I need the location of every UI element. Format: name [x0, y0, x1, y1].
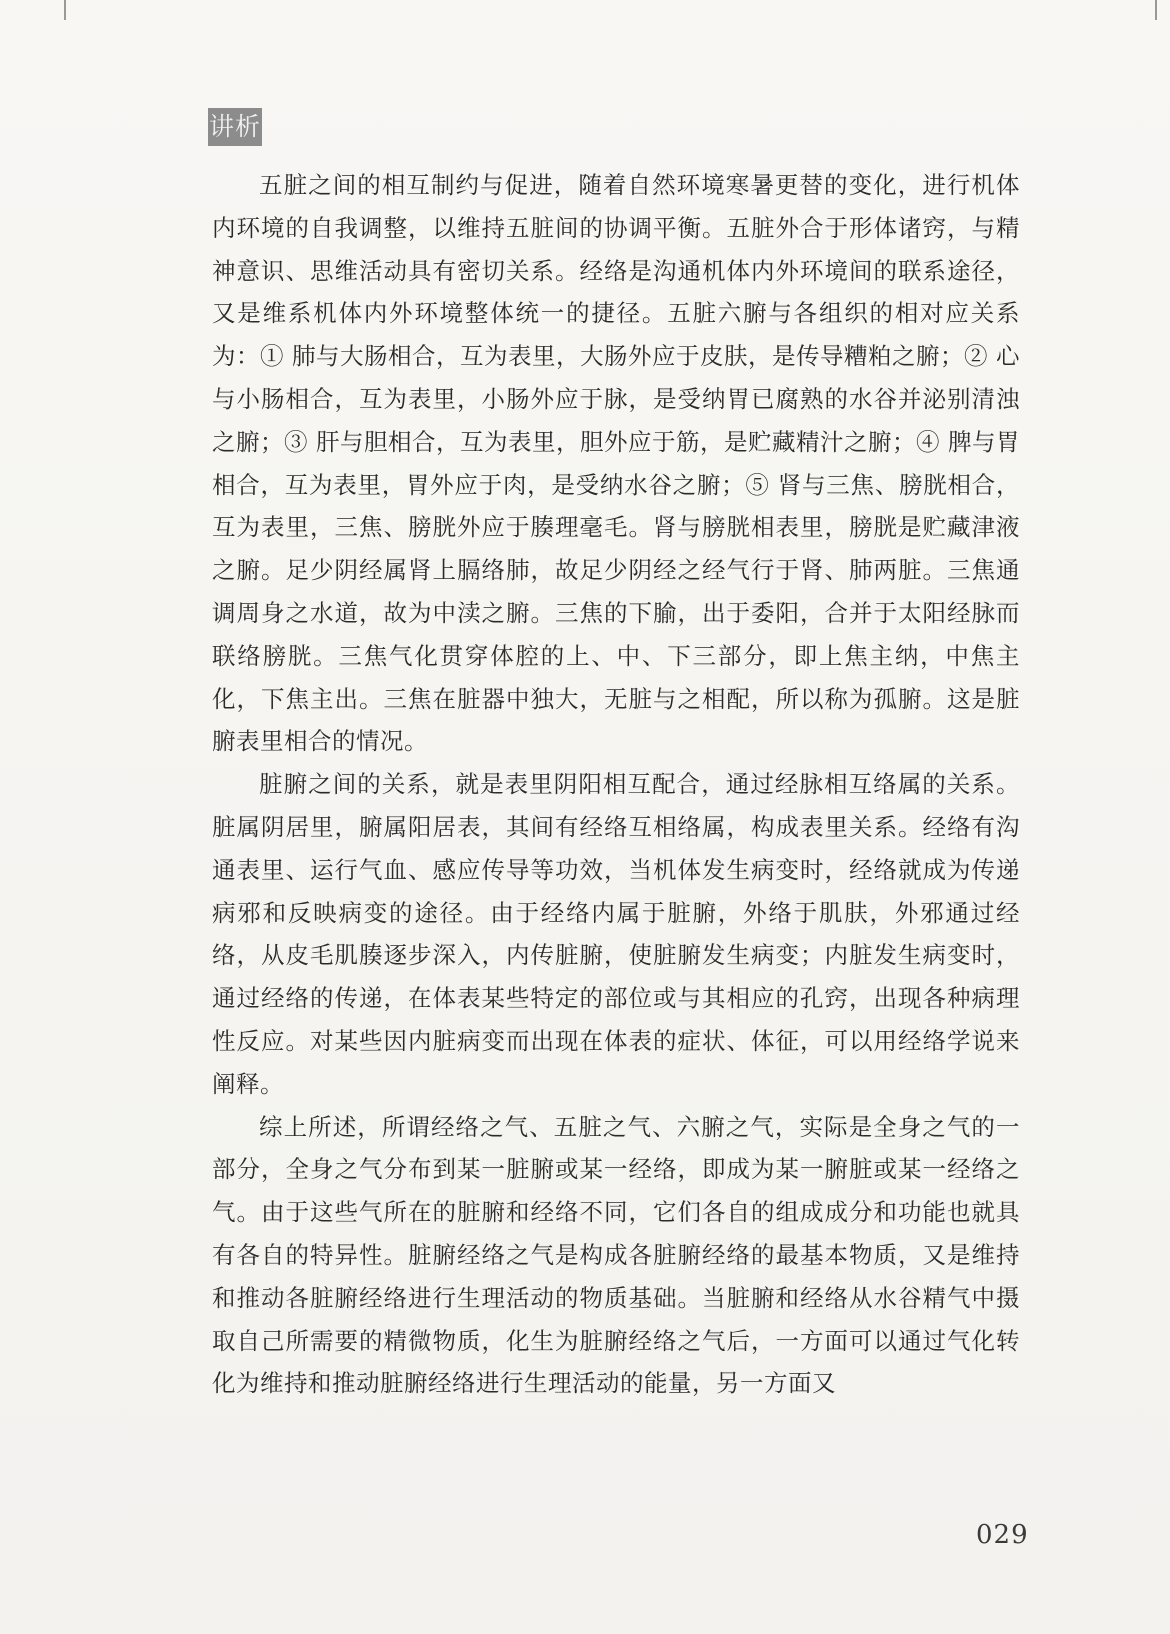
page-number: 029: [976, 1520, 1029, 1550]
paragraph-2: 脏腑之间的关系，就是表里阴阳相互配合，通过经脉相互络属的关系。脏属阴居里，腑属阳居表，其间有经络互相络属，构成表里关系。经络有沟通表里、运行气血、感应传导等功效，当机体发生病变时，经络就成为传递病邪和反映病变的途径。由于经络内属于脏腑，外络于肌肤，外邪通过经络，从皮毛肌腠逐步深入，内传脏腑，使脏腑发生病变；内脏发生病变时，通过经络的传递，在体表某些特定的部位或与其相应的孔窍，出现各种病理性反应。对某些因内脏病变而出现在体表的症状、体征，可以用经络学说来阐释。: [212, 770, 1020, 1098]
section-label: 讲析: [208, 108, 262, 146]
paragraph-3: 综上所述，所谓经络之气、五脏之气、六腑之气，实际是全身之气的一部分，全身之气分布到某一脏腑或某一经络，即成为某一腑脏或某一经络之气。由于这些气所在的脏腑和经络不同，它们各自的组成成分和功能也就具有各自的特异性。脏腑经络之气是构成各脏腑经络的最基本物质，又是维持和推动各脏腑经络进行生理活动的物质基础。当脏腑和经络从水谷精气中摄取自己所需要的精微物质，化生为脏腑经络之气后，一方面可以通过气化转化为维持和推动脏腑经络进行生理活动的能量，另一方面又: [212, 1112, 1020, 1398]
body-text: [212, 164, 1020, 1405]
crop-mark-right: [1155, 0, 1157, 20]
crop-mark-left: [64, 0, 66, 20]
paragraph-1: 五脏之间的相互制约与促进，随着自然环境寒暑更替的变化，进行机体内环境的自我调整，以维持五脏间的协调平衡。五脏外合于形体诸窍，与精神意识、思维活动具有密切关系。经络是沟通机体内外环境间的联系途径，又是维系机体内外环境整体统一的捷径。五脏六腑与各组织的相对应关系为：① 肺与大肠相合，互为表里，大肠外应于皮肤，是传导糟粕之腑；② 心与小肠相合，互为表里，小肠外应于脉，是受纳胃已腐熟的水谷并泌别清浊之腑；③ 肝与胆相合，互为表里，胆外应于筋，是贮藏精汁之腑；④ 脾与胃相合，互为表里，胃外应于肉，是受纳水谷之腑；⑤ 肾与三焦、膀胱相合，互为表里，三焦、膀胱外应于腠理毫毛。肾与膀胱相表里，膀胱是贮藏津液之腑。足少阴经属肾上膈络肺，故足少阴经之经气行于肾、肺两脏。三焦通调周身之水道，故为中渎之腑。三焦的下腧，出于委阳，合并于太阳经脉而联络膀胱。三焦气化贯穿体腔的上、中、下三部分，即上焦主纳，中焦主化，下焦主出。三焦在脏器中独大，无脏与之相配，所以称为孤腑。这是脏腑表里相合的情况。: [212, 171, 1020, 756]
